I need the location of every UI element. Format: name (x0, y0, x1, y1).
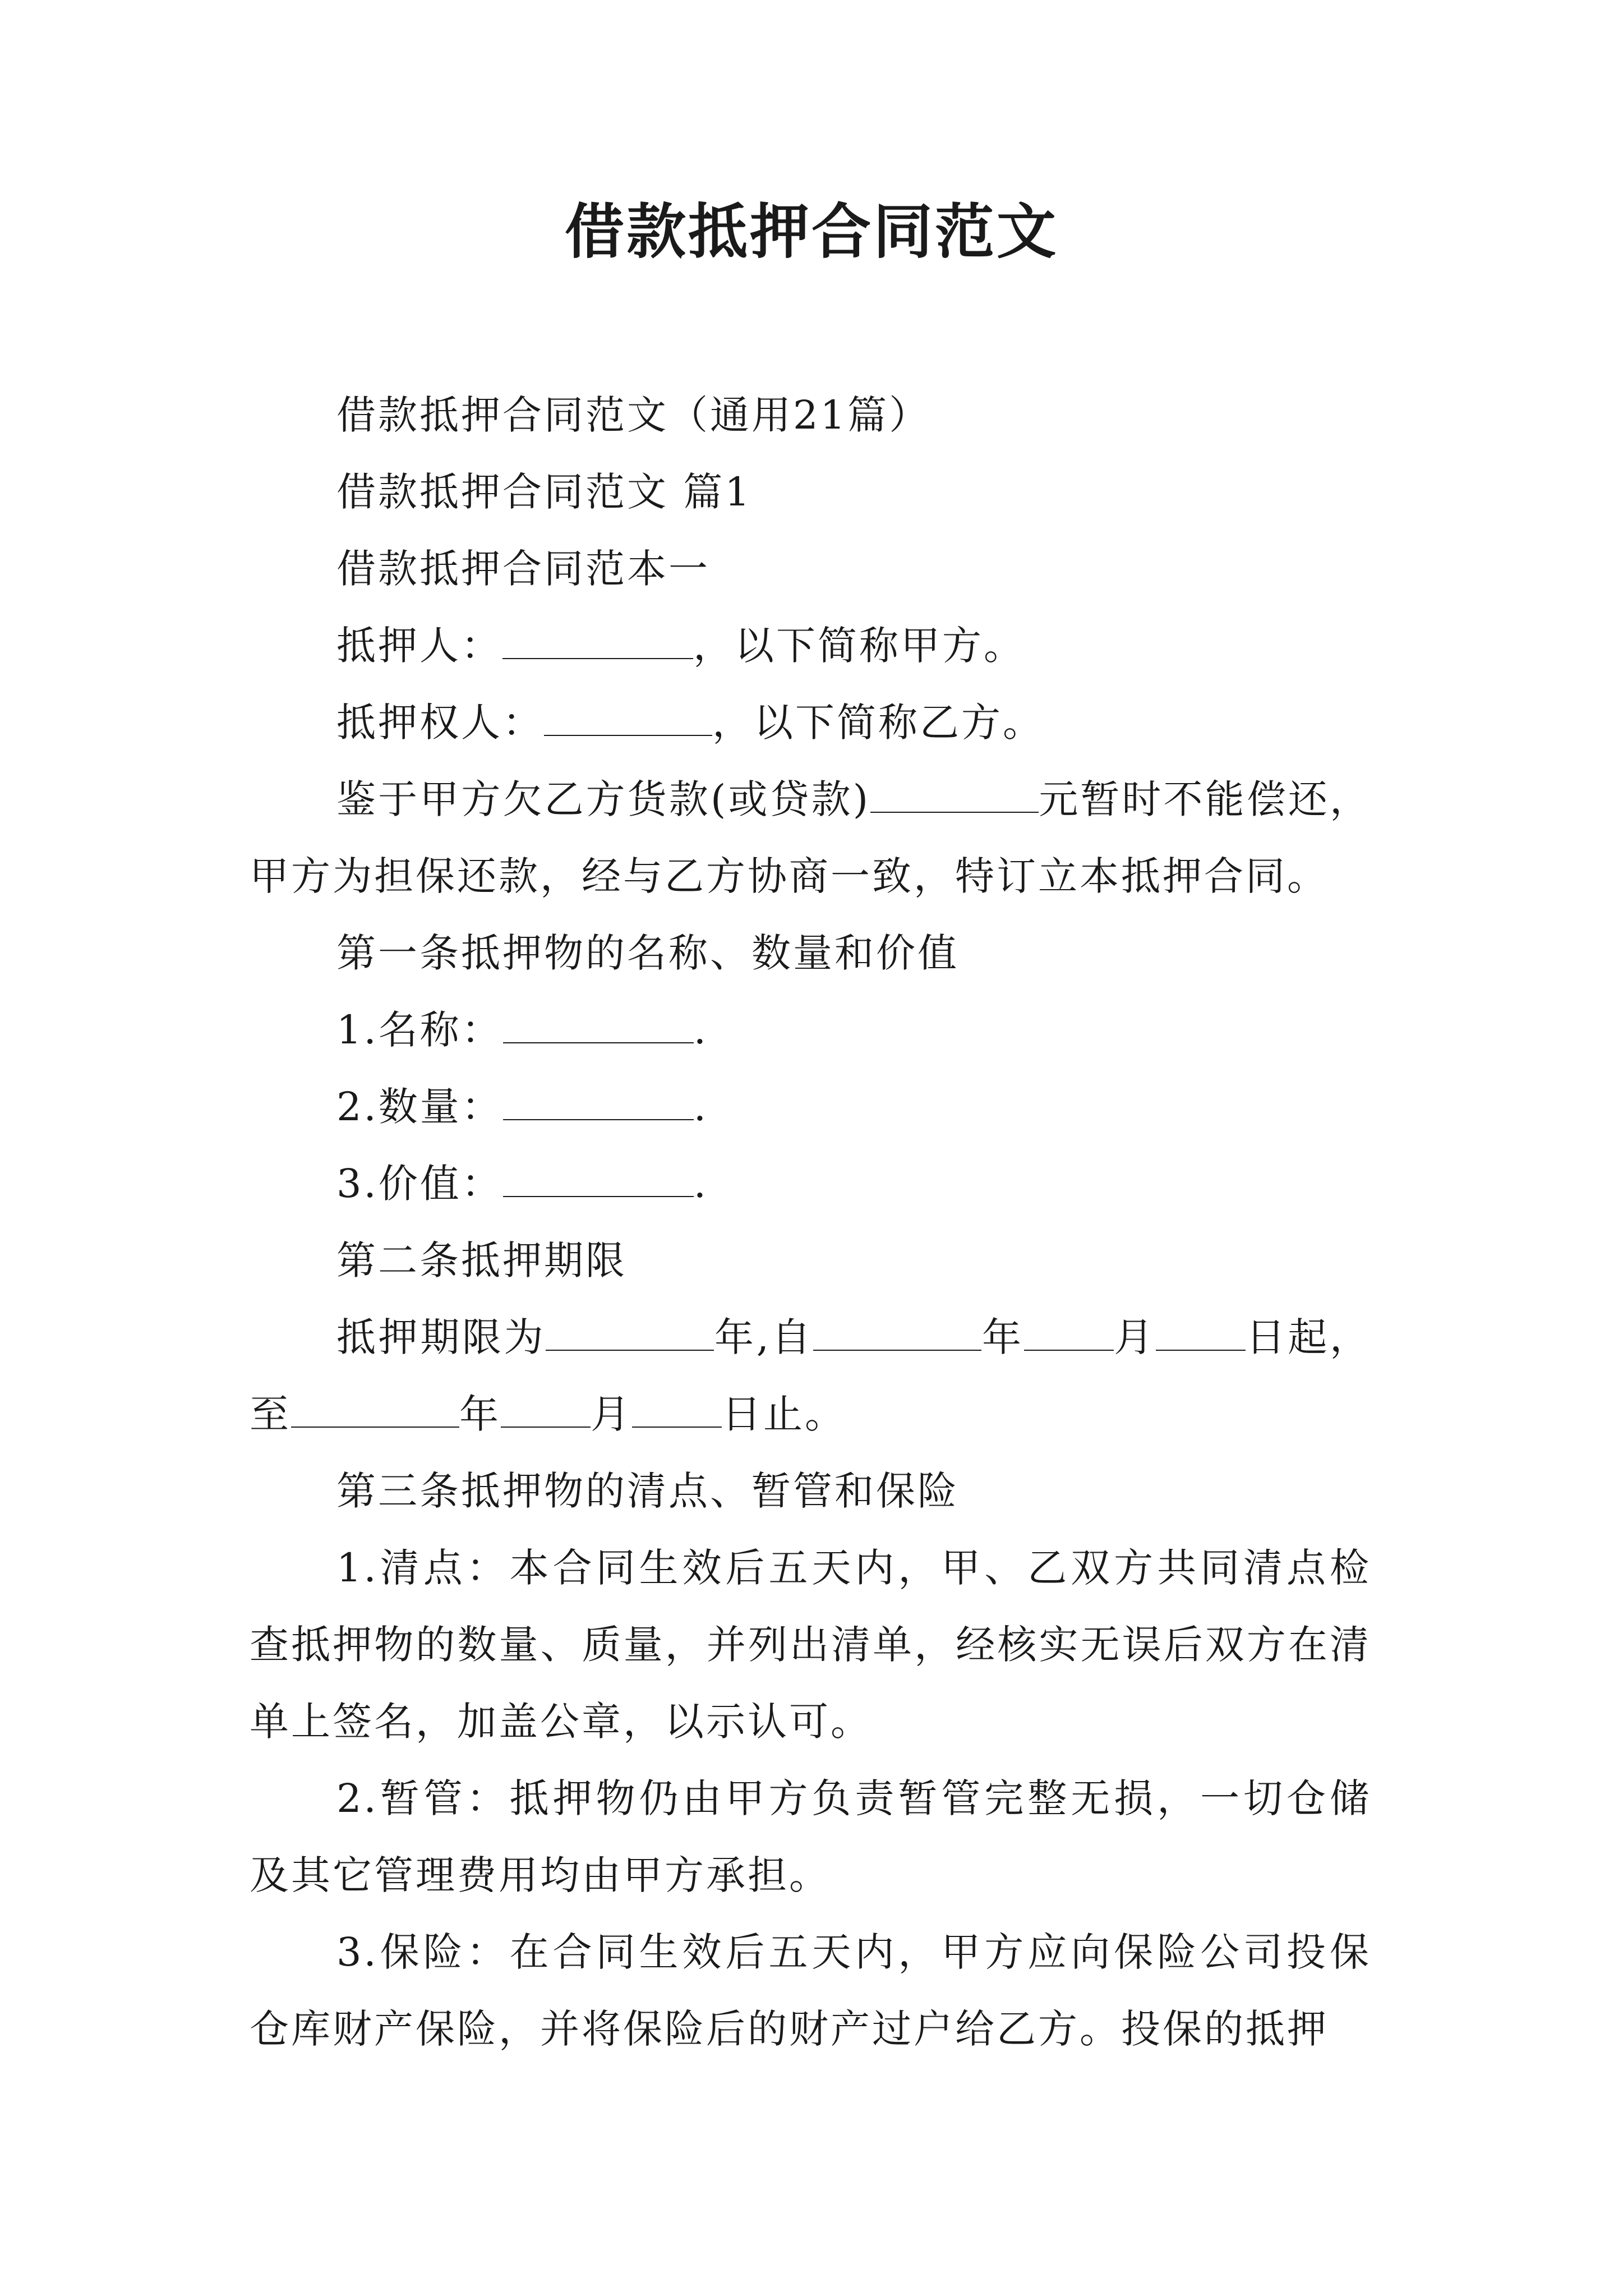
text-span: 第二条抵押期限 (336, 1237, 627, 1283)
blank-line (544, 702, 712, 736)
text-span: 月 (591, 1391, 632, 1437)
text-span: 元暂时不能偿还，甲方为担保还款，经与乙方协商一致，特订立本抵押合同。 (250, 776, 1371, 899)
blank-line (503, 1010, 694, 1043)
blank-line (503, 1163, 694, 1197)
document-title: 借款抵押合同范文 (565, 196, 1058, 266)
paragraph-inventory (250, 1530, 1371, 1760)
blank-line (502, 625, 693, 659)
blank-line (503, 1087, 694, 1120)
paragraph-article-3 (250, 1453, 1371, 1530)
paragraph-item-quantity (250, 1069, 1371, 1145)
text-span: 日止。 (722, 1391, 846, 1437)
paragraph-item-value (250, 1145, 1371, 1222)
text-span: 2.数量： (336, 1084, 503, 1130)
blank-line (501, 1394, 591, 1428)
text-span: 2.暂管：抵押物仍由甲方负责暂管完整无损，一切仓储及其它管理费用均由甲方承担。 (250, 1775, 1371, 1898)
blank-line (291, 1394, 459, 1428)
text-span: 抵押期限为 (336, 1314, 546, 1360)
paragraph-preamble (250, 761, 1371, 915)
blank-line (632, 1394, 722, 1428)
text-span: 年 (459, 1391, 501, 1437)
paragraph-article-1 (250, 915, 1371, 992)
text-span: ，以下简称乙方。 (712, 700, 1044, 746)
document-body (250, 377, 1371, 2068)
text-span: 日起，至 (250, 1314, 1371, 1437)
text-span: 抵押人： (336, 623, 502, 669)
text-span: 借款抵押合同范本一 (336, 546, 710, 592)
blank-line (813, 1317, 981, 1351)
text-span: 第三条抵押物的清点、暂管和保险 (336, 1468, 959, 1514)
paragraph-section-heading (250, 454, 1371, 531)
text-span: 鉴于甲方欠乙方货款(或贷款) (336, 776, 871, 822)
text-span: . (693, 1161, 709, 1207)
blank-line (546, 1317, 714, 1351)
text-span: 3.价值： (336, 1161, 503, 1207)
text-span: 月 (1113, 1314, 1156, 1360)
text-span: 借款抵押合同范文（通用21篇） (336, 392, 931, 438)
paragraph-article-2 (250, 1222, 1371, 1299)
paragraph-item-name (250, 992, 1371, 1069)
paragraph-mortgagee (250, 684, 1371, 761)
text-span: ，以下简称甲方。 (693, 623, 1025, 669)
text-span: 年,自 (714, 1314, 814, 1360)
paragraph-subtitle (250, 377, 1371, 454)
blank-line (1156, 1317, 1246, 1351)
text-span: . (693, 1007, 709, 1053)
text-span: 3.保险：在合同生效后五天内，甲方应向保险公司投保仓库财产保险，并将保险后的财产过户给乙方。投保的抵押 (250, 1929, 1371, 2052)
paragraph-term (250, 1299, 1371, 1453)
text-span: . (693, 1084, 709, 1130)
text-span: 第一条抵押物的名称、数量和价值 (336, 930, 959, 976)
text-span: 借款抵押合同范文 篇1 (336, 469, 752, 515)
paragraph-mortgagor (250, 608, 1371, 684)
text-span: 抵押权人： (336, 700, 544, 746)
paragraph-insurance (250, 1914, 1371, 2068)
paragraph-template-heading (250, 531, 1371, 608)
text-span: 年 (981, 1314, 1024, 1360)
blank-line (1024, 1317, 1114, 1351)
text-span: 1.名称： (336, 1007, 503, 1053)
blank-line (870, 779, 1039, 813)
text-span: 1.清点：本合同生效后五天内，甲、乙双方共同清点检查抵押物的数量、质量，并列出清单，经核实无误后双方在清单上签名，加盖公章，以示认可。 (250, 1545, 1371, 1745)
paragraph-custody (250, 1760, 1371, 1914)
